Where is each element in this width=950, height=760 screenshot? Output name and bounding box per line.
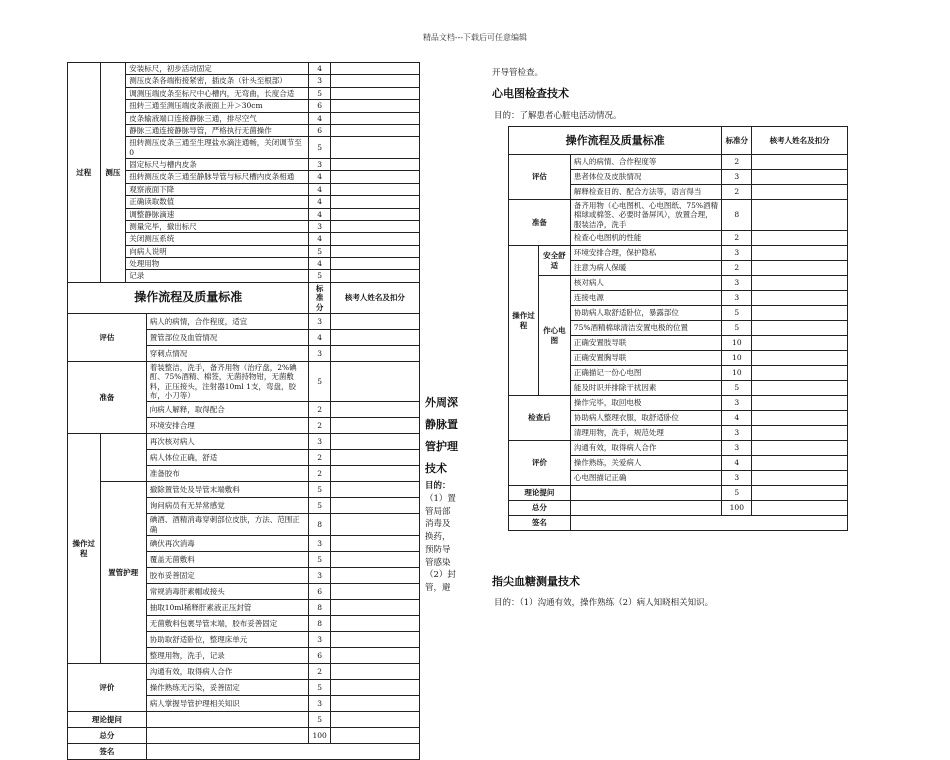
section-assess: 评估 [68, 313, 147, 361]
row-item: 覆盖无菌敷料 [146, 552, 309, 568]
section-theory: 理论提问 [68, 712, 147, 728]
examiner-cell [752, 441, 848, 456]
examiner-cell [330, 245, 419, 257]
examiner-cell [752, 411, 848, 426]
row-score: 4 [309, 171, 330, 183]
row-item [146, 712, 309, 728]
section-total: 总分 [509, 501, 571, 516]
row-score: 3 [309, 75, 330, 87]
section-sign: 签名 [509, 516, 571, 531]
side-purpose-line: 消毒及 [425, 519, 451, 530]
examiner-cell [330, 552, 419, 568]
row-item: 病人的病情，合作程度，适宜 [146, 313, 309, 329]
section-prepare: 准备 [509, 200, 571, 246]
row-item: 关闭测压系统 [126, 233, 309, 245]
row-score: 10 [722, 366, 752, 381]
examiner-cell [330, 171, 419, 183]
examiner-cell [752, 231, 848, 246]
examiner-cell [752, 336, 848, 351]
row-item: 处理用物 [126, 258, 309, 270]
row-item [570, 501, 721, 516]
section-total: 总分 [68, 728, 147, 744]
row-score: 4 [309, 183, 330, 195]
examiner-cell [752, 381, 848, 396]
examiner-cell [752, 155, 848, 170]
examiner-cell [330, 648, 419, 664]
examiner-cell [330, 220, 419, 232]
row-score: 4 [309, 329, 330, 345]
examiner-cell [752, 306, 848, 321]
row-item: 操作熟练，关爱病人 [570, 456, 721, 471]
examiner-cell [330, 258, 419, 270]
row-item: 扭转测压皮条三通至生理盐水滴注通畅，关闭调节至0 [126, 137, 309, 159]
row-score: 5 [309, 361, 330, 402]
table-row [509, 200, 848, 231]
table-row [509, 441, 848, 456]
ecg-table-title: 操作流程及质量标准 [509, 127, 722, 155]
row-item: 备齐用物（心电图机、心电图纸、75%酒精棉球或棉签、必要时备屏风），放置合理，服装洁净，洗手 [570, 200, 721, 231]
row-item: 抽取10ml稀释肝素液正压封管 [146, 600, 309, 616]
row-item: 碘酒、酒精消毒穿刺部位皮肤，方法、范围正确 [146, 514, 309, 536]
examiner-cell [330, 482, 419, 498]
glucose-purpose: 目的：（1）沟通有效，操作熟练（2）病人知晓相关知识。 [494, 598, 714, 608]
row-score: 3 [722, 396, 752, 411]
row-item: 安装标尺，初步活动固定 [126, 63, 309, 75]
row-score: 2 [309, 402, 330, 418]
row-score: 5 [309, 87, 330, 99]
section-prepare: 准备 [68, 361, 147, 434]
row-item: 病人的病情、合作程度等 [570, 155, 721, 170]
examiner-cell [330, 196, 419, 208]
left-procedure-table [67, 62, 420, 760]
row-score: 8 [309, 616, 330, 632]
row-item: 协助取舒适卧位，整理床单元 [146, 632, 309, 648]
row-score: 2 [722, 155, 752, 170]
examiner-cell [752, 261, 848, 276]
upper-fragment-row [68, 63, 420, 75]
row-item: 静脉三通连接静脉导管，严格执行无菌操作 [126, 124, 309, 136]
row-score: 4 [722, 456, 752, 471]
row-item: 再次核对病人 [146, 434, 309, 450]
section-after: 检查后 [509, 396, 571, 441]
sign-cell [146, 744, 419, 760]
table-row [68, 482, 420, 498]
row-score: 3 [309, 568, 330, 584]
row-item: 整理用物，洗手，记录 [146, 648, 309, 664]
row-score: 5 [309, 552, 330, 568]
row-score: 3 [722, 471, 752, 486]
row-score: 6 [309, 100, 330, 112]
row-score: 2 [722, 261, 752, 276]
examiner-cell [752, 426, 848, 441]
row-score: 2 [722, 185, 752, 200]
row-item: 常规消毒肝素帽或接头 [146, 584, 309, 600]
row-score: 4 [309, 233, 330, 245]
examiner-cell [330, 632, 419, 648]
examiner-cell [330, 466, 419, 482]
row-item: 询问病员有无异常感觉 [146, 498, 309, 514]
total-value: 100 [309, 728, 330, 744]
examiner-cell [330, 498, 419, 514]
examiner-cell [330, 124, 419, 136]
row-item: 正确安置肢导联 [570, 336, 721, 351]
section-label-process: 过程 [68, 63, 101, 283]
row-item: 向病人说明 [126, 245, 309, 257]
examiner-cell [330, 137, 419, 159]
row-score: 3 [722, 170, 752, 185]
row-item: 注意为病人保暖 [570, 261, 721, 276]
row-item: 调测压端皮条至标尺中心槽内，无弯曲，长度合适 [126, 87, 309, 99]
side-purpose-line: 管局部 [425, 506, 451, 517]
header-note: 精品文档---下载后可任意编辑 [422, 33, 528, 42]
row-score: 3 [722, 276, 752, 291]
examiner-cell [330, 696, 419, 712]
row-score: 3 [309, 220, 330, 232]
row-score: 2 [309, 450, 330, 466]
section-evaluate: 评价 [68, 664, 147, 712]
side-text [425, 392, 461, 595]
side-purpose-line: 管，避 [425, 583, 451, 593]
row-score: 2 [309, 418, 330, 434]
row-score: 5 [722, 381, 752, 396]
ecg-purpose: 目的：了解患者心脏电活动情况。 [494, 111, 622, 121]
table-row [509, 396, 848, 411]
row-item [570, 486, 721, 501]
row-item: 环境安排合理，保护隐私 [570, 246, 721, 261]
row-item: 心电图描记正确 [570, 471, 721, 486]
row-item: 正确描记一份心电图 [570, 366, 721, 381]
row-score: 3 [309, 696, 330, 712]
examiner-cell [752, 185, 848, 200]
examiner-cell [330, 87, 419, 99]
ecg-title: 心电图检查技术 [492, 87, 569, 100]
sign-cell [570, 516, 847, 531]
examiner-cell [330, 434, 419, 450]
row-score: 8 [309, 600, 330, 616]
examiner-cell [752, 471, 848, 486]
side-title-line: 管护理 [425, 440, 458, 453]
examiner-cell [752, 321, 848, 336]
examiner-cell [330, 568, 419, 584]
row-score: 3 [722, 246, 752, 261]
examiner-cell [330, 728, 419, 744]
examiner-cell [752, 351, 848, 366]
row-item: 协助病人整理衣服，取舒适卧位 [570, 411, 721, 426]
row-score: 2 [309, 466, 330, 482]
row-item: 正确读取数值 [126, 196, 309, 208]
row-score: 8 [309, 514, 330, 536]
row-item: 沟通有效，取得病人合作 [146, 664, 309, 680]
side-purpose-label: 目的： [425, 481, 451, 491]
row-score: 3 [309, 434, 330, 450]
row-score: 4 [309, 258, 330, 270]
sub-blank [100, 434, 146, 482]
row-item: 沟通有效，取得病人合作 [570, 441, 721, 456]
examiner-cell [330, 361, 419, 402]
row-item: 清理用物，洗手，规范处理 [570, 426, 721, 441]
examiner-cell [330, 329, 419, 345]
row-item: 撤除置管处及导管末端敷料 [146, 482, 309, 498]
row-score: 2 [722, 231, 752, 246]
examiner-cell [752, 456, 848, 471]
row-item: 正确安置胸导联 [570, 351, 721, 366]
row-item: 解释检查目的、配合方法等，语言得当 [570, 185, 721, 200]
row-score: 4 [309, 196, 330, 208]
row-score: 10 [722, 336, 752, 351]
row-item: 记录 [126, 270, 309, 282]
right-top-line: 开导管检查。 [492, 68, 544, 78]
side-purpose-line: （2）封 [425, 570, 456, 581]
row-score: 3 [309, 536, 330, 552]
col-examiner-header: 核考人姓名及扣分 [330, 282, 419, 313]
section-process: 操作过程 [68, 434, 101, 664]
examiner-cell [330, 233, 419, 245]
row-score: 3 [722, 291, 752, 306]
examiner-cell [330, 584, 419, 600]
row-score: 3 [722, 441, 752, 456]
examiner-cell [752, 200, 848, 231]
row-score: 4 [309, 112, 330, 124]
table-row [509, 276, 848, 291]
row-item: 操作熟练无污染，妥善固定 [146, 680, 309, 696]
row-score: 5 [309, 137, 330, 159]
row-item: 连接电源 [570, 291, 721, 306]
examiner-cell [330, 100, 419, 112]
examiner-cell [330, 208, 419, 220]
glucose-title: 指尖血糖测量技术 [492, 575, 580, 588]
table-row [68, 434, 420, 450]
examiner-cell [330, 600, 419, 616]
table-title: 操作流程及质量标准 [68, 282, 309, 313]
col-score-header: 标准分 [722, 127, 752, 155]
row-item: 向病人解释，取得配合 [146, 402, 309, 418]
examiner-cell [330, 536, 419, 552]
row-item: 碘伏再次消毒 [146, 536, 309, 552]
row-score: 5 [722, 321, 752, 336]
row-score: 6 [309, 584, 330, 600]
section-evaluate: 评价 [509, 441, 571, 486]
examiner-cell [330, 680, 419, 696]
row-score: 5 [309, 712, 330, 728]
examiner-cell [752, 396, 848, 411]
examiner-cell [330, 450, 419, 466]
row-item: 病人体位正确，舒适 [146, 450, 309, 466]
examiner-cell [330, 418, 419, 434]
row-score: 5 [309, 680, 330, 696]
row-item: 核对病人 [570, 276, 721, 291]
row-item: 测量完毕，撤出标尺 [126, 220, 309, 232]
examiner-cell [330, 112, 419, 124]
row-score: 5 [309, 482, 330, 498]
examiner-cell [752, 366, 848, 381]
section-process: 操作过程 [509, 246, 539, 396]
row-score: 5 [722, 486, 752, 501]
examiner-cell [752, 276, 848, 291]
row-score: 5 [309, 498, 330, 514]
examiner-cell [752, 501, 848, 516]
row-item: 环境安排合理 [146, 418, 309, 434]
row-score: 4 [309, 63, 330, 75]
table-row [68, 361, 420, 402]
row-item: 置管部位及血管情况 [146, 329, 309, 345]
section-theory: 理论提问 [509, 486, 571, 501]
row-score: 5 [309, 270, 330, 282]
col-score-header: 标准分 [309, 282, 330, 313]
row-score: 8 [722, 200, 752, 231]
table-row [509, 155, 848, 170]
row-item: 观察液面下降 [126, 183, 309, 195]
total-value: 100 [722, 501, 752, 516]
row-item: 着装整洁，洗手，备齐用物（治疗盘，2%碘酊、75%酒精、棉签，无菌持物钳，无菌敷料，正压接头，注射器10ml 1支，弯盘，胶布，小刀等） [146, 361, 309, 402]
section-sign: 签名 [68, 744, 147, 760]
row-item: 患者体位及皮肤情况 [570, 170, 721, 185]
examiner-cell [330, 159, 419, 171]
section-safety: 安全舒适 [538, 246, 570, 276]
examiner-cell [752, 170, 848, 185]
row-item: 扭转测压皮条三通至静脉导管与标尺槽内皮条相通 [126, 171, 309, 183]
row-score: 4 [722, 411, 752, 426]
side-title-line: 外周深 [425, 396, 458, 409]
examiner-cell [330, 402, 419, 418]
examiner-cell [330, 75, 419, 87]
side-title-line: 技术 [425, 462, 447, 475]
row-item: 皮条输液端口连接静脉三通，排尽空气 [126, 112, 309, 124]
side-title-line: 静脉置 [425, 418, 458, 431]
examiner-cell [752, 291, 848, 306]
examiner-cell [330, 63, 419, 75]
row-item: 扭转三通至测压端皮条液面上升＞30cm [126, 100, 309, 112]
row-score: 3 [309, 313, 330, 329]
row-score: 3 [722, 426, 752, 441]
examiner-cell [330, 712, 419, 728]
row-item: 准备胶布 [146, 466, 309, 482]
row-item: 病人掌握导管护理相关知识 [146, 696, 309, 712]
row-score: 10 [722, 351, 752, 366]
side-purpose-line: 管感染 [425, 557, 451, 568]
row-score: 3 [309, 345, 330, 361]
row-item: 检查心电图机的性能 [570, 231, 721, 246]
row-score: 5 [722, 306, 752, 321]
row-score: 3 [309, 159, 330, 171]
col-examiner-header: 核考人姓名及扣分 [752, 127, 848, 155]
examiner-cell [330, 514, 419, 536]
examiner-cell [330, 616, 419, 632]
examiner-cell [330, 270, 419, 282]
row-score: 3 [309, 632, 330, 648]
row-score: 6 [309, 648, 330, 664]
row-score: 5 [309, 245, 330, 257]
examiner-cell [330, 183, 419, 195]
row-item: 协助病人取舒适卧位，暴露部位 [570, 306, 721, 321]
table-row [509, 246, 848, 261]
row-item: 75%酒精棉球清洁安置电极的位置 [570, 321, 721, 336]
row-item: 无菌敷料包裹导管末端，胶布妥善固定 [146, 616, 309, 632]
section-assess: 评估 [509, 155, 571, 200]
examiner-cell [330, 345, 419, 361]
ecg-procedure-table [508, 126, 848, 531]
examiner-cell [752, 486, 848, 501]
row-item: 能及时识并排除干扰因素 [570, 381, 721, 396]
section-label-measure: 测压 [100, 63, 126, 283]
examiner-cell [330, 313, 419, 329]
row-item: 操作完毕，取回电极 [570, 396, 721, 411]
section-ecg: 作心电图 [538, 276, 570, 396]
side-purpose-line: 换药， [425, 532, 451, 542]
section-placement: 置管护理 [100, 482, 146, 664]
row-item: 测压皮条各端衔接紧密，插皮条（针头至根部） [126, 75, 309, 87]
row-item: 固定标尺与槽内皮条 [126, 159, 309, 171]
row-item: 穿刺点情况 [146, 345, 309, 361]
row-score: 2 [309, 664, 330, 680]
side-purpose-line: 预防导 [425, 544, 451, 555]
row-score: 6 [309, 124, 330, 136]
examiner-cell [752, 246, 848, 261]
row-score: 4 [309, 208, 330, 220]
table-row [68, 313, 420, 329]
row-item: 调整静脉滴速 [126, 208, 309, 220]
side-purpose-line: （1）置 [425, 493, 456, 504]
row-item: 胶布妥善固定 [146, 568, 309, 584]
row-item [146, 728, 309, 744]
